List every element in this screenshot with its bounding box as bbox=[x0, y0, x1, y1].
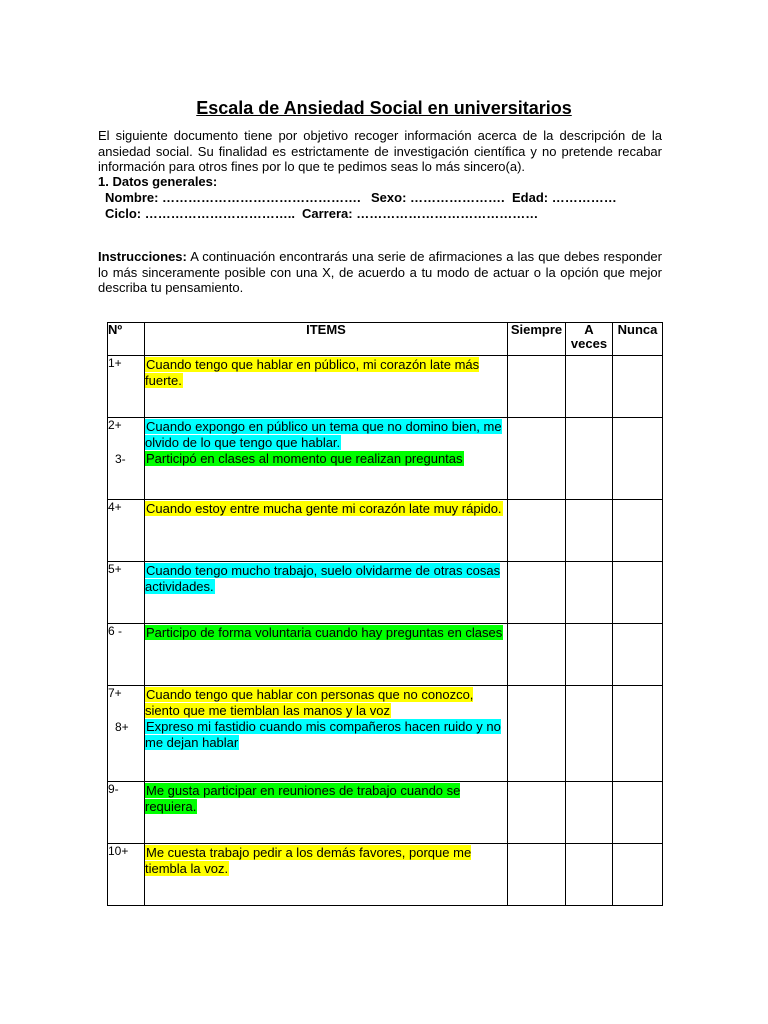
row-number bbox=[108, 844, 145, 906]
answer-siempre[interactable] bbox=[508, 562, 566, 624]
row-number-label: 4+ bbox=[108, 500, 122, 514]
table-header-row bbox=[108, 323, 663, 356]
field-sexo[interactable]: Sexo: …………………. bbox=[371, 190, 505, 205]
row-item bbox=[145, 356, 508, 418]
row-number-label: 9- bbox=[108, 782, 119, 796]
row-item bbox=[145, 500, 508, 562]
instructions bbox=[98, 249, 662, 296]
table-row bbox=[108, 624, 663, 686]
item-text: Participó en clases al momento que realizan preguntas bbox=[146, 451, 463, 466]
instructions-label: Instrucciones: bbox=[98, 249, 187, 264]
row-number-label: 1+ bbox=[108, 356, 122, 370]
document-title: Escala de Ansiedad Social en universitarios bbox=[196, 98, 572, 118]
answer-a-veces[interactable] bbox=[566, 686, 613, 782]
row-number bbox=[108, 562, 145, 624]
row-number-label: 8+ bbox=[115, 720, 129, 734]
table-row bbox=[108, 418, 663, 500]
answer-a-veces[interactable] bbox=[566, 418, 613, 500]
answer-nunca[interactable] bbox=[613, 782, 663, 844]
row-number bbox=[108, 624, 145, 686]
table-row bbox=[108, 562, 663, 624]
item-text: Cuando tengo mucho trabajo, suelo olvidarme de otras cosas actividades. bbox=[145, 563, 501, 594]
item-text: Expreso mi fastidio cuando mis compañeros hacen ruido y no me dejan hablar bbox=[145, 719, 501, 750]
row-item bbox=[145, 782, 508, 844]
answer-siempre[interactable] bbox=[508, 686, 566, 782]
row-number bbox=[108, 500, 145, 562]
answer-siempre[interactable] bbox=[508, 356, 566, 418]
answer-nunca[interactable] bbox=[613, 686, 663, 782]
item-text: Cuando tengo que hablar en público, mi corazón late más fuerte. bbox=[145, 357, 480, 388]
row-number-label: 3- bbox=[115, 452, 126, 466]
table-row bbox=[108, 500, 663, 562]
intro-paragraph: El siguiente documento tiene por objetivo recoger información acerca de la descripción de la ansiedad social. Su finalidad es estrictamente de investigación científica y no pretende recabar información para otros fines por lo que te pedimos seas lo más sincero(a). bbox=[98, 128, 662, 174]
answer-a-veces[interactable] bbox=[566, 356, 613, 418]
answer-nunca[interactable] bbox=[613, 500, 663, 562]
answer-nunca[interactable] bbox=[613, 356, 663, 418]
header-items: ITEMS bbox=[145, 323, 508, 356]
row-number-label: 2+ bbox=[108, 418, 122, 432]
answer-nunca[interactable] bbox=[613, 624, 663, 686]
answer-siempre[interactable] bbox=[508, 500, 566, 562]
answer-siempre[interactable] bbox=[508, 782, 566, 844]
answer-a-veces[interactable] bbox=[566, 782, 613, 844]
table-row bbox=[108, 844, 663, 906]
answer-siempre[interactable] bbox=[508, 844, 566, 906]
header-num: Nº bbox=[108, 323, 145, 356]
answer-siempre[interactable] bbox=[508, 418, 566, 500]
row-number-label: 10+ bbox=[108, 844, 129, 858]
table-row bbox=[108, 686, 663, 782]
item-text: Cuando estoy entre mucha gente mi corazón late muy rápido. bbox=[146, 501, 502, 516]
instructions-text: A continuación encontrarás una serie de afirmaciones a las que debes responder lo más sinceramente posible con una X, de acuerdo a tu modo de actuar o la opción que mejor describa tu pensamiento. bbox=[98, 249, 662, 295]
row-item bbox=[145, 562, 508, 624]
table-row bbox=[108, 356, 663, 418]
row-item bbox=[145, 844, 508, 906]
answer-nunca[interactable] bbox=[613, 562, 663, 624]
answer-a-veces[interactable] bbox=[566, 562, 613, 624]
row-number bbox=[108, 686, 145, 782]
table-row bbox=[108, 782, 663, 844]
answer-a-veces[interactable] bbox=[566, 844, 613, 906]
row-item bbox=[145, 624, 508, 686]
scale-table bbox=[107, 322, 663, 906]
item-text: Me gusta participar en reuniones de trabajo cuando se requiera. bbox=[145, 783, 461, 814]
row-number bbox=[108, 782, 145, 844]
row-number-label: 5+ bbox=[108, 562, 122, 576]
item-text: Me cuesta trabajo pedir a los demás favores, porque me tiembla la voz. bbox=[145, 845, 472, 876]
answer-nunca[interactable] bbox=[613, 418, 663, 500]
header-nunca: Nunca bbox=[613, 323, 663, 356]
item-text: Cuando expongo en público un tema que no domino bien, me olvido de lo que tengo que hablar. bbox=[145, 419, 502, 450]
field-carrera[interactable]: Carrera: …………………………………… bbox=[302, 206, 539, 221]
row-number-label: 6 - bbox=[108, 624, 123, 638]
item-text: Participo de forma voluntaria cuando hay preguntas en clases bbox=[146, 625, 503, 640]
field-ciclo[interactable]: Ciclo: …………………………….. bbox=[105, 206, 295, 221]
section-title: 1. Datos generales: bbox=[98, 174, 218, 189]
answer-a-veces[interactable] bbox=[566, 500, 613, 562]
header-siempre: Siempre bbox=[508, 323, 566, 356]
item-text: Cuando tengo que hablar con personas que no conozco, siento que me tiemblan las manos y la voz bbox=[145, 687, 474, 718]
row-number bbox=[108, 418, 145, 500]
field-edad[interactable]: Edad: …………… bbox=[512, 190, 617, 205]
answer-a-veces[interactable] bbox=[566, 624, 613, 686]
header-a-veces: A veces bbox=[566, 323, 613, 356]
row-item bbox=[145, 418, 508, 500]
answer-nunca[interactable] bbox=[613, 844, 663, 906]
row-number-label: 7+ bbox=[108, 686, 122, 700]
field-nombre[interactable]: Nombre: ………………………………………. bbox=[105, 190, 361, 205]
row-item bbox=[145, 686, 508, 782]
row-number bbox=[108, 356, 145, 418]
answer-siempre[interactable] bbox=[508, 624, 566, 686]
